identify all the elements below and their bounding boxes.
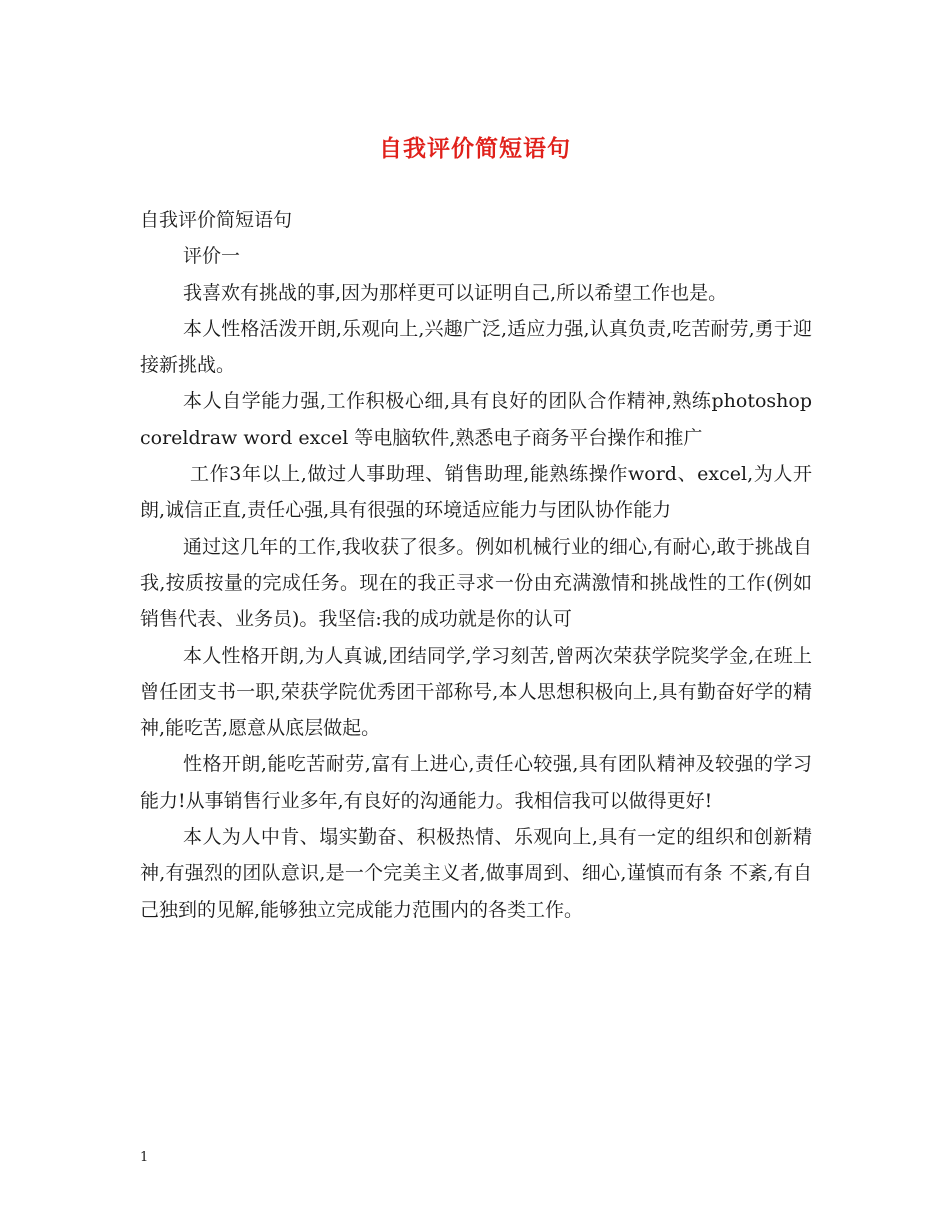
section-heading: 自我评价简短语句 [140,209,293,231]
page-number: 1 [140,1150,149,1165]
paragraph-7: 性格开朗,能吃苦耐劳,富有上进心,责任心较强,具有团队精神及较强的学习能力!从事销售行业多年,有良好的沟通能力。我相信我可以做得更好! [140,753,812,812]
paragraph-5: 通过这几年的工作,我收获了很多。例如机械行业的细心,有耐心,敢于挑战自我,按质按量的完成任务。现在的我正寻求一份由充满激情和挑战性的工作(例如销售代表、业务员)。我坚信:我的成功就是你的认可 [140,535,812,631]
paragraph-1: 我喜欢有挑战的事,因为那样更可以证明自己,所以希望工作也是。 [183,281,728,304]
paragraph-4: 工作3年以上,做过人事助理、销售助理,能熟练操作word、excel,为人开朗,诚信正直,责任心强,具有很强的环境适应能力与团队协作能力 [140,463,812,522]
section-subheading: 评价一 [183,245,241,268]
paragraph-6: 本人性格开朗,为人真诚,团结同学,学习刻苦,曾两次荣获学院奖学金,在班上曾任团支书一职,荣获学院优秀团干部称号,本人思想积极向上,具有勤奋好学的精神,能吃苦,愿意从底层做起。 [140,644,812,740]
paragraph-8: 本人为人中肯、塌实勤奋、积极热情、乐观向上,具有一定的组织和创新精神,有强烈的团队意识,是一个完美主义者,做事周到、细心,谨慎而有条 不紊,有自己独到的见解,能够独立完成能力范围内的各类工作。 [140,826,812,921]
paragraph-2: 本人性格活泼开朗,乐观向上,兴趣广泛,适应力强,认真负责,吃苦耐劳,勇于迎接新挑战。 [140,317,812,377]
paragraph-3: 本人自学能力强,工作积极心细,具有良好的团队合作精神,熟练photoshop coreldraw word excel 等电脑软件,熟悉电子商务平台操作和推广 [140,390,812,449]
document-body [140,202,812,928]
document-title: 自我评价简短语句 [379,135,571,162]
